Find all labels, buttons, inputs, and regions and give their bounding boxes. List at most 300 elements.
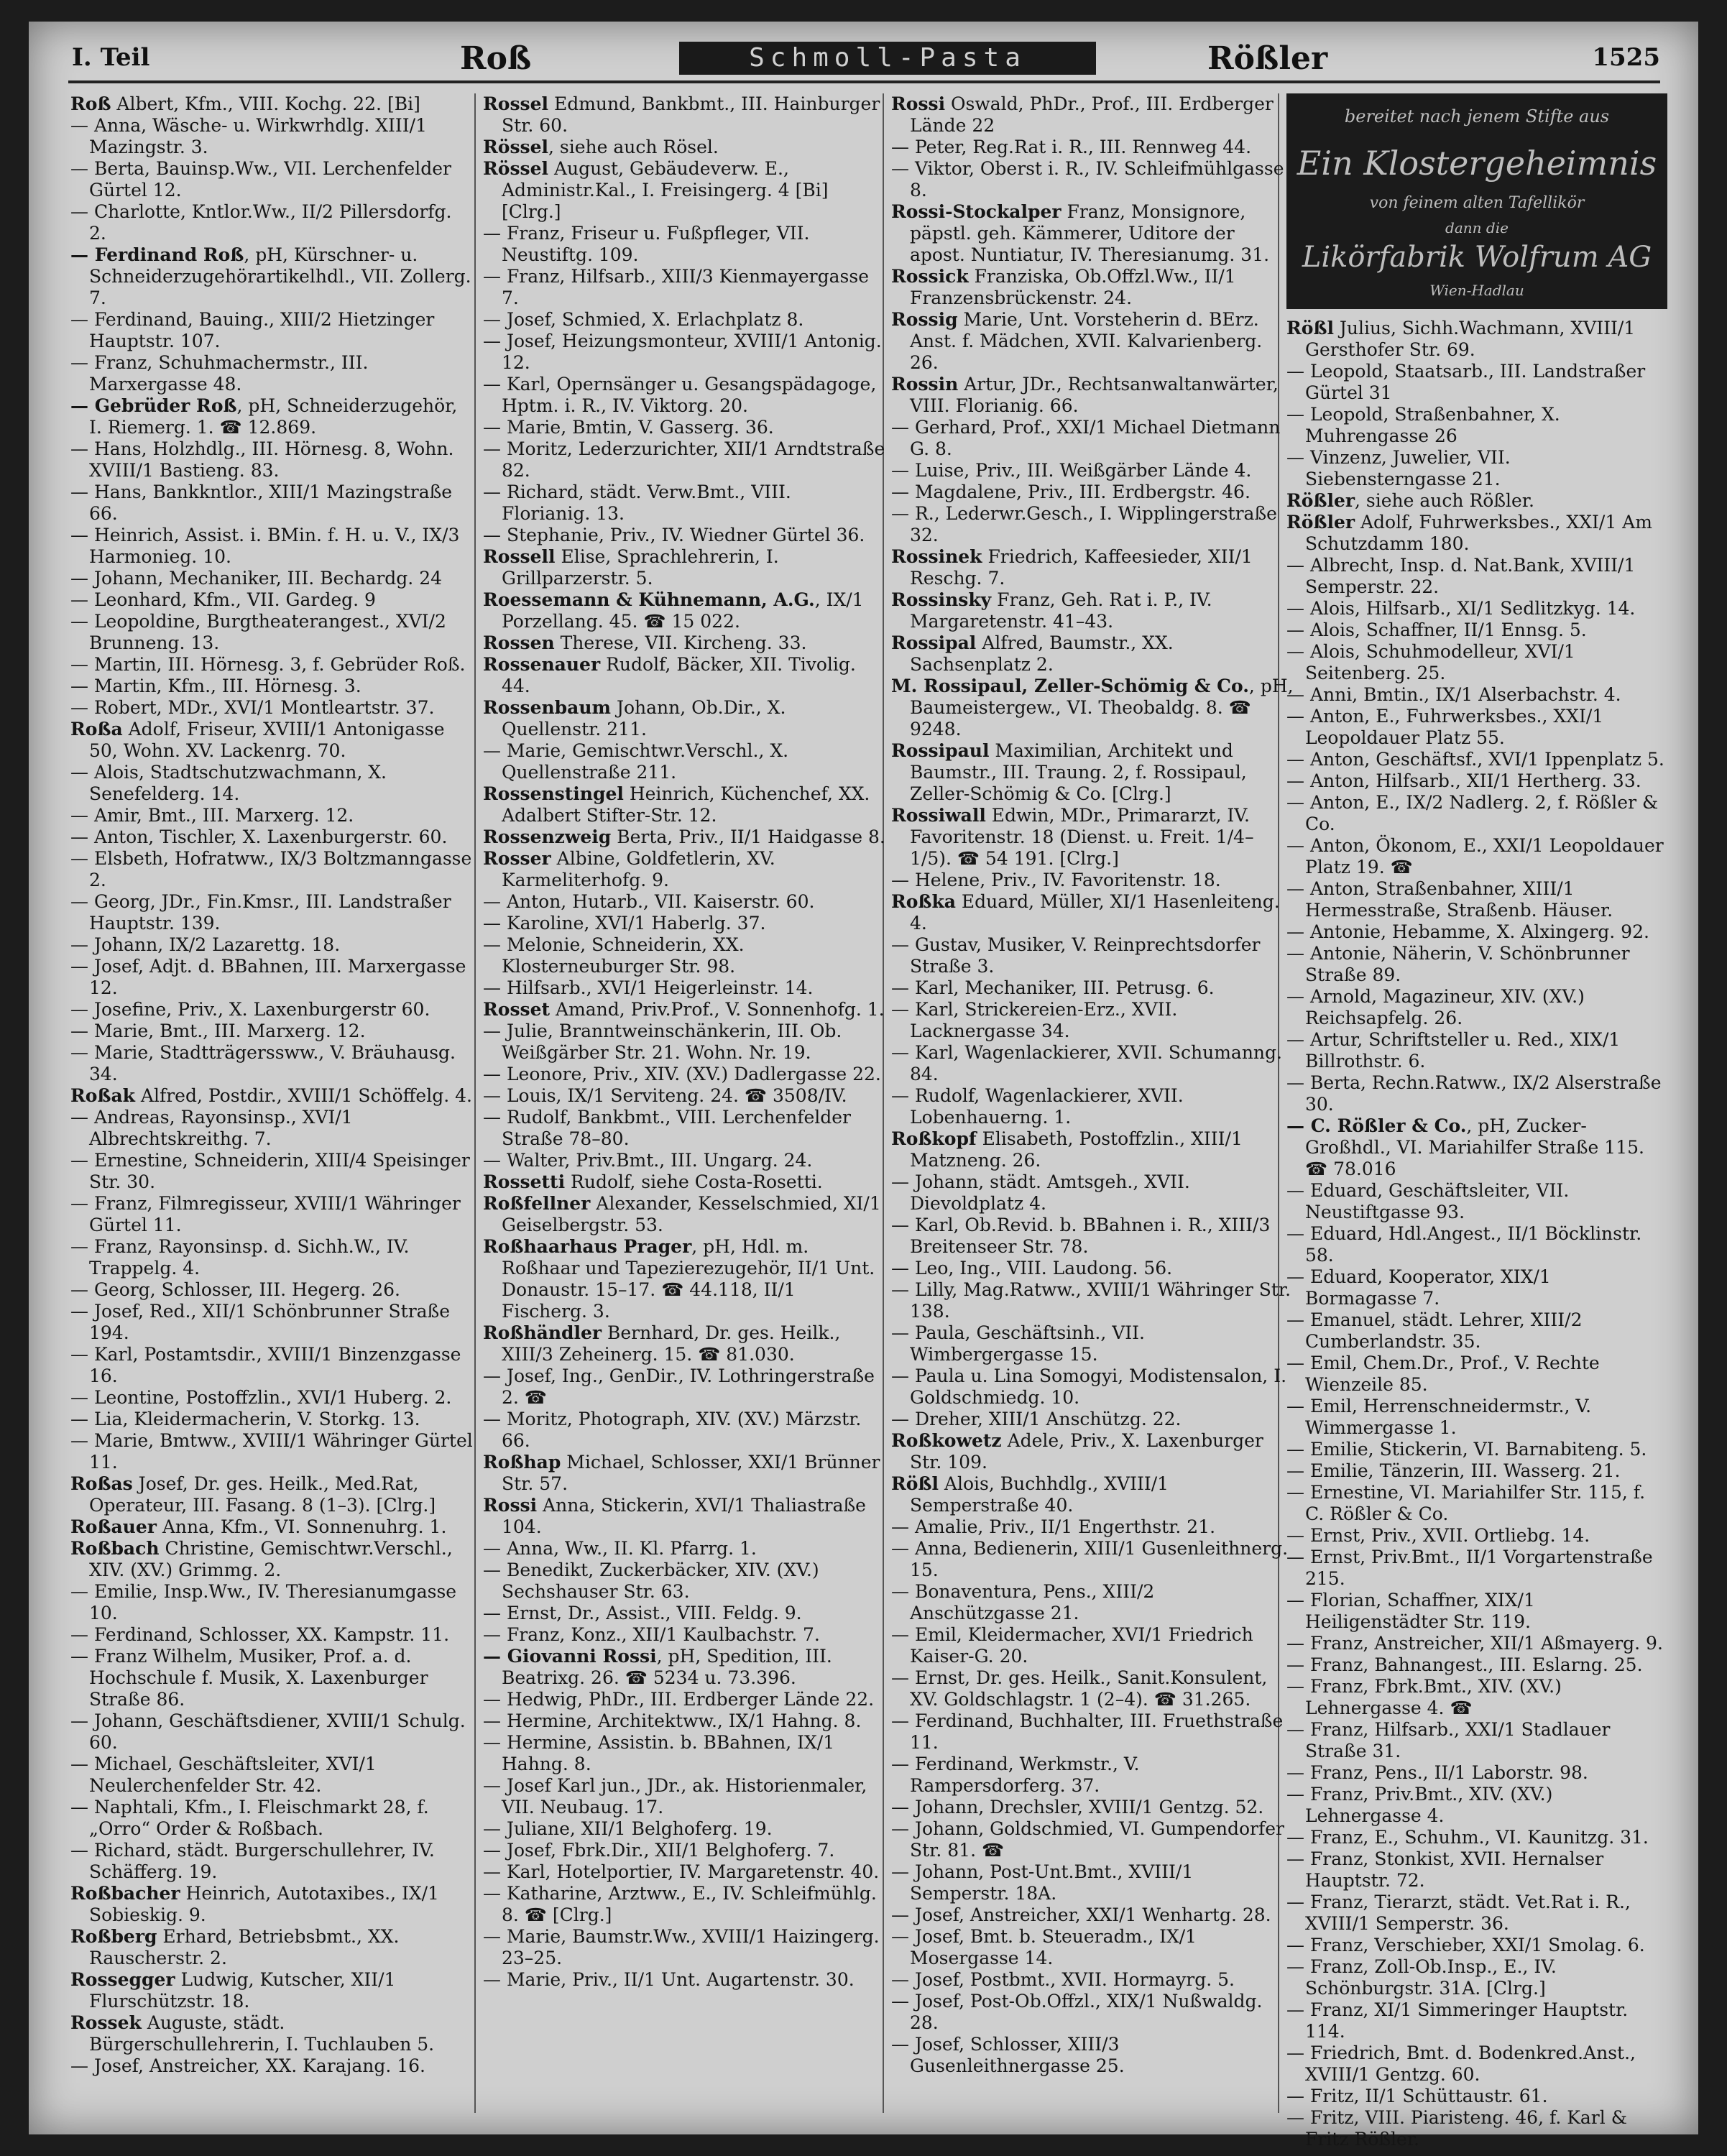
directory-entry (70, 1344, 473, 1387)
directory-entry (483, 1883, 885, 1926)
directory-entry (70, 611, 473, 654)
entry-name: M. Rossipaul, Zeller-Schömig & Co. (891, 676, 1249, 696)
directory-entry (483, 697, 885, 740)
entry-name: Rosset (483, 999, 551, 1020)
entry-text: — Julie, Branntweinschänkerin, III. Ob. Weißgärber Str. 21. Wohn. Nr. 19. (483, 1021, 842, 1063)
advert-line: dann die (1445, 219, 1509, 236)
entry-name: Rossi (891, 93, 946, 114)
entry-text: — Franz, Rayonsinsp. d. Sichh.W., IV. Trappelg. 4. (70, 1236, 410, 1279)
directory-entry (891, 1538, 1294, 1581)
entry-name: Rossegger (70, 1969, 175, 1990)
directory-entry (1286, 2107, 1667, 2150)
directory-entry (70, 1797, 473, 1840)
entry-text: — Emanuel, städt. Lehrer, XIII/2 Cumberlandstr. 35. (1286, 1309, 1583, 1352)
directory-entry (483, 632, 885, 654)
entry-text: — Josef, Heizungsmonteur, XVIII/1 Antonig. 12. (483, 331, 882, 373)
entry-text: — Paula, Geschäftsinh., VII. Wimbergergasse 15. (891, 1322, 1145, 1365)
entry-text: — Hedwig, PhDr., III. Erdberger Lände 22. (483, 1689, 875, 1710)
directory-entry (70, 762, 473, 805)
entry-text: — Albrecht, Insp. d. Nat.Bank, XVIII/1 Semperstr. 22. (1286, 555, 1636, 597)
directory-entry (1286, 1525, 1667, 1547)
directory-entry (1286, 2086, 1667, 2107)
directory-entry (891, 934, 1294, 977)
entry-text: Edwin, MDr., Primararzt, IV. Favoritenstr. 18 (Dienst. u. Freit. 1/4–1/5). ☎ 54 191. [Clrg.] (910, 805, 1254, 869)
directory-entry (483, 848, 885, 891)
entry-text: , IX/1 Porzellang. 45. ☎ 15 022. (502, 589, 864, 632)
entry-text: — Josef, Ing., GenDir., IV. Lothringerstraße 2. ☎ (483, 1365, 875, 1408)
entry-text: — Karl, Strickereien-Erz., XVII. Lacknergasse 34. (891, 999, 1178, 1041)
directory-entry (1286, 555, 1667, 598)
entry-text: — Johann, städt. Amtsgeh., XVII. Dievoldplatz 4. (891, 1171, 1190, 1214)
directory-entry (483, 1624, 885, 1646)
entry-text: — Marie, Priv., II/1 Unt. Augartenstr. 30. (483, 1969, 855, 1990)
entry-text: — Antonie, Hebamme, X. Alxingerg. 92. (1286, 921, 1649, 942)
directory-entry (1286, 986, 1667, 1029)
entry-text: — Lilly, Mag.Ratww., XVIII/1 Währinger Str. 138. (891, 1279, 1291, 1322)
entry-text: — Franz, Priv.Bmt., XIV. (XV.) Lehnergasse 4. (1286, 1784, 1553, 1826)
directory-entry (70, 1646, 473, 1710)
entry-text: , pH, Schneiderzugehör, I. Riemerg. 1. ☎ 12.869. (89, 395, 458, 438)
directory-entry (1286, 878, 1667, 921)
directory-entry (891, 1904, 1294, 1926)
entry-text: — Berta, Bauinsp.Ww., VII. Lerchenfelder Gürtel 12. (70, 158, 451, 201)
entry-text: Albine, Goldfetlerin, XV. Karmeliterhofg. 9. (502, 848, 775, 890)
directory-entry (70, 1969, 473, 2012)
entry-text: — Anton, Ökonom, E., XXI/1 Leopoldauer Platz 19. ☎ (1286, 835, 1664, 877)
directory-entry (70, 891, 473, 934)
directory-entry (483, 1818, 885, 1840)
entry-text: — Ferdinand, Werkmstr., V. Rampersdorferg. 37. (891, 1754, 1140, 1796)
directory-entry (1286, 1762, 1667, 1784)
directory-entry (1286, 1353, 1667, 1396)
directory-entry (1286, 318, 1667, 361)
directory-entry (891, 891, 1294, 934)
entry-text: Alfred, Postdir., XVIII/1 Schöffelg. 4. (134, 1085, 472, 1106)
entry-name: Rossig (891, 309, 958, 330)
entry-text: — Gerhard, Prof., XXI/1 Michael Dietmann G. 8. (891, 417, 1281, 459)
directory-entry (70, 1279, 473, 1301)
entry-name: Roßhaarhaus Prager (483, 1236, 692, 1257)
directory-entry (70, 1581, 473, 1624)
directory-entry (70, 482, 473, 525)
directory-entry (1286, 1547, 1667, 1590)
entry-text: — Rudolf, Wagenlackierer, XVII. Lobenhauerng. 1. (891, 1085, 1184, 1128)
directory-entry (70, 1150, 473, 1193)
entry-text: — Franz, Bahnangest., III. Eslarng. 25. (1286, 1654, 1643, 1675)
entry-text: — Arnold, Magazineur, XIV. (XV.) Reichsapfelg. 26. (1286, 986, 1585, 1028)
directory-entry (1286, 641, 1667, 684)
directory-entry (70, 934, 473, 956)
entry-name: Rossick (891, 266, 969, 287)
entry-text: — Hermine, Assistin. b. BBahnen, IX/1 Hahng. 8. (483, 1732, 835, 1774)
entry-text: — Berta, Rechn.Ratww., IX/2 Alserstraße 30. (1286, 1072, 1662, 1115)
directory-entry (1286, 1848, 1667, 1892)
entry-text: — Florian, Schaffner, XIX/1 Heiligenstädter Str. 119. (1286, 1590, 1535, 1632)
entry-text: — Amir, Bmt., III. Marxerg. 12. (70, 805, 354, 826)
entry-name: Roßberg (70, 1926, 157, 1947)
directory-entry (70, 1021, 473, 1042)
directory-entry (483, 1452, 885, 1495)
entry-text: — Josefine, Priv., X. Laxenburgerstr 60. (70, 999, 430, 1020)
directory-entry (1286, 749, 1667, 770)
entry-text: — Karl, Hotelportier, IV. Margaretenstr. 40. (483, 1861, 880, 1882)
entry-text: — Antonie, Näherin, V. Schönbrunner Straße 89. (1286, 943, 1630, 985)
entry-text: — Johann, Goldschmied, VI. Gumpendorfer Str. 81. ☎ (891, 1818, 1284, 1861)
entry-text: Franziska, Ob.Offzl.Ww., II/1 Franzensbrückenstr. 24. (910, 266, 1236, 308)
entry-text: Johann, Ob.Dir., X. Quellenstr. 211. (502, 697, 786, 740)
entry-text: — Franz, Tierarzt, städt. Vet.Rat i. R., XVIII/1 Semperstr. 36. (1286, 1892, 1631, 1934)
entry-name: Roßhap (483, 1452, 561, 1473)
entry-text: — Michael, Geschäftsleiter, XVI/1 Neulerchenfelder Str. 42. (70, 1754, 377, 1796)
entry-name: — Gebrüder Roß (70, 395, 237, 416)
entry-name: Roßas (70, 1473, 133, 1494)
entry-text: — Ernst, Dr. ges. Heilk., Sanit.Konsulent, XV. Goldschlagstr. 1 (2–4). ☎ 31.265. (891, 1667, 1268, 1710)
entry-text: — Franz, XI/1 Simmeringer Hauptstr. 114. (1286, 1999, 1629, 2042)
advert-banner: Schmoll-Pasta (679, 42, 1096, 75)
directory-entry (1286, 1482, 1667, 1525)
directory-entry (1286, 1396, 1667, 1439)
entry-text: — Franz, Hilfsarb., XIII/3 Kienmayergasse 7. (483, 266, 869, 308)
directory-entry (891, 417, 1294, 460)
entry-text: August, Gebäudeverw. E., Administr.Kal., I. Freisingerg. 4 [Bi] [Clrg.] (502, 158, 829, 222)
directory-entry (1286, 835, 1667, 878)
directory-entry (1286, 706, 1667, 749)
directory-entry (70, 1387, 473, 1409)
entry-name: Rossenauer (483, 654, 601, 675)
entry-name: Roßak (70, 1085, 135, 1106)
directory-entry (70, 1430, 473, 1473)
entry-text: — Ernst, Dr., Assist., VIII. Feldg. 9. (483, 1603, 802, 1623)
directory-entry (483, 1560, 885, 1603)
entry-text: Auguste, städt. Bürgerschullehrerin, I. Tuchlauben 5. (89, 2012, 435, 2055)
directory-entry (483, 93, 885, 137)
entry-text: — Josef, Red., XII/1 Schönbrunner Straße 194. (70, 1301, 451, 1343)
entry-text: Alfred, Baumstr., XX. Sachsenplatz 2. (910, 632, 1174, 675)
header-rule (68, 80, 1660, 83)
entry-text: , pH, Baumeistergew., VI. Theobaldg. 8. ☎ 9248. (910, 676, 1294, 740)
directory-entry (1286, 1590, 1667, 1633)
entry-text: — Franz, Friseur u. Fußpfleger, VII. Neustiftg. 109. (483, 223, 810, 265)
entry-text: — Eduard, Hdl.Angest., II/1 Böcklinstr. 58. (1286, 1223, 1642, 1266)
entry-text: — Friedrich, Bmt. d. Bodenkred.Anst., XVIII/1 Gentzg. 60. (1286, 2042, 1636, 2085)
entry-text: — Josef, Postbmt., XVII. Hormayrg. 5. (891, 1969, 1235, 1990)
entry-text: — Viktor, Oberst i. R., IV. Schleifmühlgasse 8. (891, 158, 1284, 201)
directory-entry (891, 1926, 1294, 1969)
directory-entry (891, 1085, 1294, 1128)
entry-text: — Charlotte, Kntlor.Ww., II/2 Pillersdorfg. 2. (70, 201, 452, 244)
entry-text: — Naphtali, Kfm., I. Fleischmarkt 28, f. „Orro“ Order & Roßbach. (70, 1797, 429, 1839)
directory-entry (483, 1495, 885, 1538)
directory-entry (891, 1797, 1294, 1818)
directory-entry (891, 1430, 1294, 1473)
entry-text: Anna, Kfm., VI. Sonnenuhrg. 1. (156, 1516, 447, 1537)
entry-name: Rössel (483, 158, 549, 179)
entry-name: Rossi-Stockalper (891, 201, 1061, 222)
directory-entry (891, 1128, 1294, 1171)
directory-entry (891, 309, 1294, 374)
directory-entry (891, 1258, 1294, 1279)
directory-entry (70, 525, 473, 568)
directory-entry (1286, 1460, 1667, 1482)
entry-text: — Anni, Bmtin., IX/1 Alserbachstr. 4. (1286, 684, 1621, 705)
entry-text: — Ferdinand, Buchhalter, III. Fruethstraße 11. (891, 1710, 1284, 1753)
entry-text: , pH, Kürschner- u. Schneiderzugehörartikelhdl., VII. Zollerg. 7. (89, 244, 471, 308)
directory-entry (70, 352, 473, 395)
entry-text: — Leonore, Priv., XIV. (XV.) Dadlergasse 22. (483, 1064, 881, 1084)
directory-entry (70, 826, 473, 848)
entry-name: Rossell (483, 546, 556, 567)
entry-text: — Franz, Stonkist, XVII. Hernalser Hauptstr. 72. (1286, 1848, 1604, 1891)
directory-entry (70, 848, 473, 891)
entry-text: Adolf, Fuhrwerksbes., XXI/1 Am Schutzdamm 180. (1305, 512, 1652, 554)
directory-entry (483, 1193, 885, 1236)
directory-entry (70, 805, 473, 826)
directory-entry (483, 266, 885, 309)
directory-entry (891, 1409, 1294, 1430)
entry-text: — Georg, Schlosser, III. Hegerg. 26. (70, 1279, 400, 1300)
directory-entry (483, 1689, 885, 1710)
entry-text: , pH, Hdl. m. Roßhaar und Tapezierezugehör, II/1 Unt. Donaustr. 15–17. ☎ 44.118, II/1 Fischerg. 3. (502, 1236, 875, 1322)
entry-text: — Franz, Hilfsarb., XXI/1 Stadlauer Straße 31. (1286, 1719, 1611, 1761)
directory-entry (483, 1409, 885, 1452)
directory-entry (1286, 1784, 1667, 1827)
directory-entry (483, 1603, 885, 1624)
directory-entry (891, 1171, 1294, 1215)
directory-entry (891, 1322, 1294, 1365)
directory-entry (1286, 1892, 1667, 1935)
entry-text: Edmund, Bankbmt., III. Hainburger Str. 60. (502, 93, 880, 136)
directory-entry (483, 589, 885, 632)
entry-name: Rossenstingel (483, 783, 624, 804)
directory-entry (70, 999, 473, 1021)
entry-name: — Giovanni Rossi (483, 1646, 657, 1667)
entry-text: — Franz, Filmregisseur, XVIII/1 Währinger Gürtel 11. (70, 1193, 461, 1235)
directory-entry (483, 374, 885, 417)
entry-text: — Richard, städt. Verw.Bmt., VIII. Florianig. 13. (483, 482, 791, 524)
entry-name: Rosser (483, 848, 551, 869)
page-number: 1525 (1592, 43, 1660, 72)
directory-entry (70, 697, 473, 719)
entry-text: — Emil, Kleidermacher, XVI/1 Friedrich Kaiser-G. 20. (891, 1624, 1253, 1667)
entry-text: Bernhard, Dr. ges. Heilk., XIII/3 Zeheinerg. 15. ☎ 81.030. (502, 1322, 841, 1365)
entry-name: — C. Rößler & Co. (1286, 1115, 1467, 1136)
directory-entry (891, 1710, 1294, 1754)
entry-text: Elisabeth, Postoffzlin., XIII/1 Matzneng. 26. (910, 1128, 1243, 1171)
advert-line: bereitet nach jenem Stifte aus (1344, 106, 1610, 126)
directory-entry (891, 482, 1294, 503)
directory-entry (70, 2012, 473, 2055)
entry-text: — Franz, Verschieber, XXI/1 Smolag. 6. (1286, 1935, 1645, 1955)
left-guide-word: Roß (460, 40, 532, 77)
entry-text: — Alois, Hilfsarb., XI/1 Sedlitzkyg. 14. (1286, 598, 1636, 619)
entry-text: — Johann, IX/2 Lazarettg. 18. (70, 934, 341, 955)
directory-entry (483, 158, 885, 223)
entry-text: Eduard, Müller, XI/1 Hasenleiteng. 4. (910, 891, 1280, 934)
directory-entry (70, 1085, 473, 1107)
entry-text: — Franz, Zoll-Ob.Insp., E., IV. Schönburgstr. 31A. [Clrg.] (1286, 1956, 1557, 1999)
directory-entry (891, 93, 1294, 137)
entry-text: — R., Lederwr.Gesch., I. Wipplingerstraße 32. (891, 503, 1277, 545)
directory-entry (1286, 1115, 1667, 1180)
directory-entry (70, 1042, 473, 1085)
directory-entry (1286, 1029, 1667, 1072)
directory-entry (891, 1042, 1294, 1085)
column-divider (474, 93, 476, 2113)
entry-text: — Hans, Bankkntlor., XIII/1 Mazingstraße 66. (70, 482, 453, 524)
directory-entry (891, 1215, 1294, 1258)
entry-text: Rudolf, Bäcker, XII. Tivolig. 44. (502, 654, 856, 696)
entry-text: — Martin, III. Hörnesg. 3, f. Gebrüder Roß. (70, 654, 466, 675)
entry-text: — Artur, Schriftsteller u. Red., XIX/1 Billrothstr. 6. (1286, 1029, 1621, 1072)
directory-entry (483, 137, 885, 158)
entry-text: , siehe auch Rößler. (1355, 490, 1534, 511)
entry-text: — Franz, Schuhmachermstr., III. Marxergasse 48. (70, 352, 369, 395)
entry-text: — Moritz, Lederzurichter, XII/1 Arndtstraße 82. (483, 438, 885, 481)
entry-text: — Franz, Pens., II/1 Laborstr. 98. (1286, 1762, 1588, 1783)
directory-entry (1286, 1266, 1667, 1309)
directory-entry (1286, 943, 1667, 986)
entry-text: — Ernst, Priv., XVII. Ortliebg. 14. (1286, 1525, 1590, 1546)
entry-name: Roßa (70, 719, 123, 740)
entry-text: — Johann, Mechaniker, III. Bechardg. 24 (70, 568, 443, 589)
directory-entry (891, 1581, 1294, 1624)
entry-text: Josef, Dr. ges. Heilk., Med.Rat, Operateur, III. Fasang. 8 (1–3). [Clrg.] (89, 1473, 436, 1516)
entry-text: — Karl, Wagenlackierer, XVII. Schumanng. 84. (891, 1042, 1282, 1084)
directory-entry (891, 1991, 1294, 2034)
entry-text: — Marie, Bmtww., XVIII/1 Währinger Gürtel 11. (70, 1430, 473, 1473)
entry-text: — Georg, JDr., Fin.Kmsr., III. Landstraßer Hauptstr. 139. (70, 891, 451, 934)
directory-entry (891, 460, 1294, 482)
directory-entry (891, 740, 1294, 805)
entry-text: — Emilie, Stickerin, VI. Barnabiteng. 5. (1286, 1439, 1647, 1460)
directory-entry (483, 1538, 885, 1560)
entry-name: Rößler (1286, 490, 1355, 511)
directory-entry (483, 1775, 885, 1818)
directory-entry (70, 1926, 473, 1969)
entry-text: — Franz, Fbrk.Bmt., XIV. (XV.) Lehnergasse 4. ☎ (1286, 1676, 1562, 1718)
column-1 (70, 93, 473, 2120)
entry-name: Roßbach (70, 1538, 160, 1559)
directory-entry (70, 1516, 473, 1538)
entry-name: Roßhändler (483, 1322, 602, 1343)
entry-text: Julius, Sichh.Wachmann, XVIII/1 Gersthofer Str. 69. (1305, 318, 1636, 360)
entry-text: , siehe auch Rösel. (548, 137, 719, 157)
entry-text: — Hilfsarb., XVI/1 Heigerleinstr. 14. (483, 977, 814, 998)
entry-text: — Anton, Hutarb., VII. Kaiserstr. 60. (483, 891, 815, 912)
entry-text: — Louis, IX/1 Serviteng. 24. ☎ 3508/IV. (483, 1085, 847, 1106)
directory-entry (891, 977, 1294, 999)
entry-text: — Robert, MDr., XVI/1 Montleartstr. 37. (70, 697, 435, 718)
entry-name: Roß (70, 93, 111, 114)
entry-text: Erhard, Betriebsbmt., XX. Rauscherstr. 2. (89, 1926, 400, 1968)
directory-entry (891, 201, 1294, 266)
directory-entry (70, 1840, 473, 1883)
entry-text: Franz, Monsignore, päpstl. geh. Kämmerer, Uditore der apost. Nuntiatur, IV. Theresianumg. 31. (910, 201, 1270, 265)
entry-name: Rossin (891, 374, 959, 395)
directory-entry (1286, 1439, 1667, 1460)
directory-entry (1286, 684, 1667, 706)
entry-name: Rossetti (483, 1171, 566, 1192)
directory-entry (70, 244, 473, 309)
directory-entry (483, 913, 885, 934)
directory-entry (483, 482, 885, 525)
directory-entry (70, 956, 473, 999)
entry-text: — Stephanie, Priv., IV. Wiedner Gürtel 36. (483, 525, 865, 545)
entry-text: — Heinrich, Assist. i. BMin. f. H. u. V., IX/3 Harmonieg. 10. (70, 525, 460, 567)
directory-entry (483, 438, 885, 482)
entry-text: , pH, Spedition, III. Beatrixg. 26. ☎ 5234 u. 73.396. (502, 1646, 832, 1688)
entry-text: Oswald, PhDr., Prof., III. Erdberger Lände 22 (910, 93, 1274, 136)
entry-text: — Peter, Reg.Rat i. R., III. Rennweg 44. (891, 137, 1252, 157)
directory-entry (70, 93, 473, 115)
directory-entry (1286, 1180, 1667, 1223)
entry-name: Rossipaul (891, 740, 990, 761)
entry-text: — Leopold, Staatsarb., III. Landstraßer Gürtel 31 (1286, 361, 1646, 403)
entry-text: Friedrich, Kaffeesieder, XII/1 Reschg. 7. (910, 546, 1253, 589)
directory-entry (483, 1969, 885, 1991)
directory-entry (1286, 1223, 1667, 1266)
directory-page (29, 22, 1698, 2150)
entry-text: — Rudolf, Bankbmt., VIII. Lerchenfelder Straße 78–80. (483, 1107, 852, 1149)
directory-entry (483, 826, 885, 848)
directory-entry (483, 1646, 885, 1689)
entry-text: — Marie, Baumstr.Ww., XVIII/1 Haizingerg. 23–25. (483, 1926, 880, 1968)
directory-entry (891, 158, 1294, 201)
entry-text: — Anton, Hilfsarb., XII/1 Hertherg. 33. (1286, 770, 1641, 791)
column-2 (483, 93, 885, 2120)
entry-text: — Anna, Ww., II. Kl. Pfarrg. 1. (483, 1538, 757, 1559)
column-3 (891, 93, 1294, 2120)
entry-text: — Josef, Schlosser, XIII/3 Gusenleithnergasse 25. (891, 2034, 1125, 2076)
directory-entry (483, 740, 885, 783)
entry-name: Rossinek (891, 546, 982, 567)
entry-text: — Magdalene, Priv., III. Erdbergstr. 46. (891, 482, 1251, 502)
entry-text: — Anton, Tischler, X. Laxenburgerstr. 60. (70, 826, 448, 847)
directory-entry (891, 503, 1294, 546)
directory-entry (891, 546, 1294, 589)
directory-entry (891, 1365, 1294, 1409)
entry-text: — Melonie, Schneiderin, XX. Klosterneuburger Str. 98. (483, 934, 745, 977)
entry-name: Rössel (483, 137, 549, 157)
entry-text: — Alois, Schaffner, II/1 Ennsg. 5. (1286, 619, 1587, 640)
entry-text: — Juliane, XII/1 Belghoferg. 19. (483, 1818, 773, 1839)
directory-entry (483, 1171, 885, 1193)
entry-text: — Karl, Opernsänger u. Gesangspädagoge, Hptm. i. R., IV. Viktorg. 20. (483, 374, 877, 416)
directory-entry (70, 2055, 473, 2077)
entry-text: — Marie, Bmtin, V. Gasserg. 36. (483, 417, 774, 438)
entry-text: — Alois, Stadtschutzwachmann, X. Senefelderg. 14. (70, 762, 387, 804)
entry-text: — Eduard, Kooperator, XIX/1 Bormagasse 7. (1286, 1266, 1551, 1309)
entry-text: Adolf, Friseur, XVIII/1 Antonigasse 50, Wohn. XV. Lackenrg. 70. (89, 719, 445, 761)
entry-text: Artur, JDr., Rechtsanwaltanwärter, VIII. Florianig. 66. (910, 374, 1279, 416)
advert-line: Wien-Hadlau (1429, 282, 1524, 299)
directory-entry (70, 1624, 473, 1646)
directory-entry (70, 201, 473, 244)
entry-name: Rößler (1286, 512, 1355, 533)
directory-entry (891, 1667, 1294, 1710)
directory-entry (70, 1193, 473, 1236)
entry-text: — Anton, E., Fuhrwerksbes., XXI/1 Leopoldauer Platz 55. (1286, 706, 1604, 748)
directory-entry (891, 1969, 1294, 1991)
entry-text: Adele, Priv., X. Laxenburger Str. 109. (910, 1430, 1263, 1473)
directory-entry (1286, 619, 1667, 641)
entry-text: — Moritz, Photograph, XIV. (XV.) Märzstr. 66. (483, 1409, 862, 1451)
entry-text: — Leonhard, Kfm., VII. Gardeg. 9 (70, 589, 376, 610)
directory-entry (483, 309, 885, 331)
entry-text: Heinrich, Autotaxibes., IX/1 Sobieskig. 9. (89, 1883, 439, 1925)
directory-entry (483, 1861, 885, 1883)
directory-entry (483, 223, 885, 266)
